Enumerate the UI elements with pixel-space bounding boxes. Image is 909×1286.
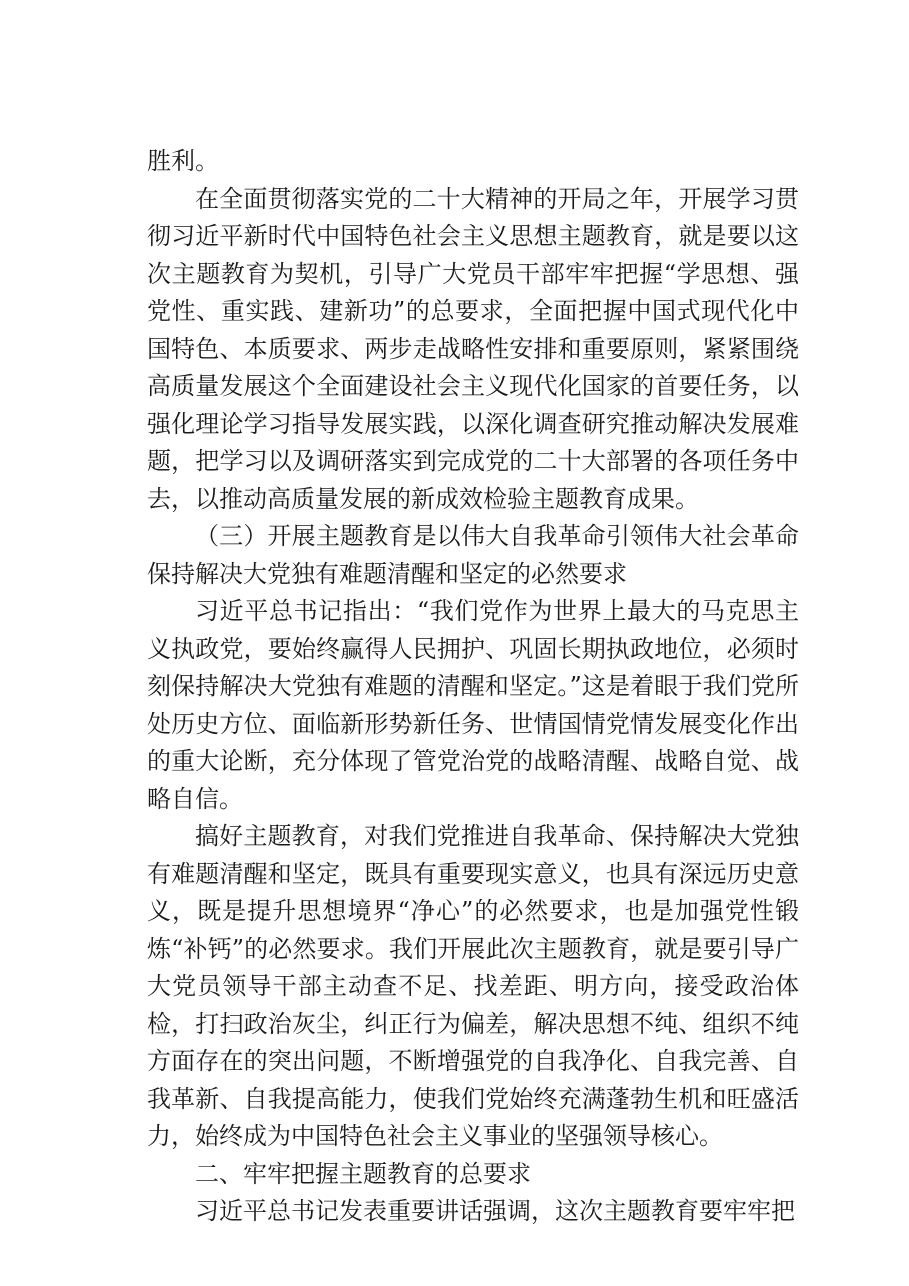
paragraph-opening-year: 在全面贯彻落实党的二十大精神的开局之年，开展学习贯彻习近平新时代中国特色社会主义思想主题教育，就是要以这次主题教育为契机，引导广大党员干部牢牢把握“学思想、强党性、重实践、建新功”的总要求，全面把握中国式现代化中国特色、本质要求、两步走战略性安排和重要原则，紧紧围绕高质量发展这个全面建设社会主义现代化国家的首要任务，以强化理论学习指导发展实践，以深化调查研究推动解决发展难题，把学习以及调研落实到完成党的二十大部署的各项任务中去，以推动高质量发展的新成效检验主题教育成果。: [147, 184, 799, 513]
paragraph-final: 习近平总书记发表重要讲话强调，这次主题教育要牢牢把: [195, 1197, 795, 1225]
section-heading-3: （三）开展主题教育是以伟大自我革命引领伟大社会革命保持解决大党独有难题清醒和坚定的必然要求: [147, 522, 799, 588]
paragraph-education: 搞好主题教育，对我们党推进自我革命、保持解决大党独有难题清醒和坚定，既具有重要现实意义，也具有深远历史意义，既是提升思想境界“净心”的必然要求，也是加强党性锻炼“补钙”的必然要求。我们开展此次主题教育，就是要引导广大党员领导干部主动查不足、找差距、明方向，接受政治体检，打扫政治灰尘，纠正行为偏差，解决思想不纯、组织不纯方面存在的突出问题，不断增强党的自我净化、自我完善、自我革新、自我提高能力，使我们党始终充满蓬勃生机和旺盛活力，始终成为中国特色社会主义事业的坚强领导核心。: [147, 822, 799, 1150]
paragraph-quote: 习近平总书记指出：“我们党作为世界上最大的马克思主义执政党，要始终赢得人民拥护、巩固长期执政地位，必须时刻保持解决大党独有难题的清醒和坚定。”这是着眼于我们党所处历史方位、面临新形势新任务、世情国情党情发展变化作出的重大论断，充分体现了管党治党的战略清醒、战略自觉、战略自信。: [147, 597, 799, 813]
paragraph-continuation: 胜利。: [147, 147, 219, 175]
section-heading-2: 二、牢牢把握主题教育的总要求: [195, 1159, 531, 1188]
document-body: [147, 143, 799, 1231]
